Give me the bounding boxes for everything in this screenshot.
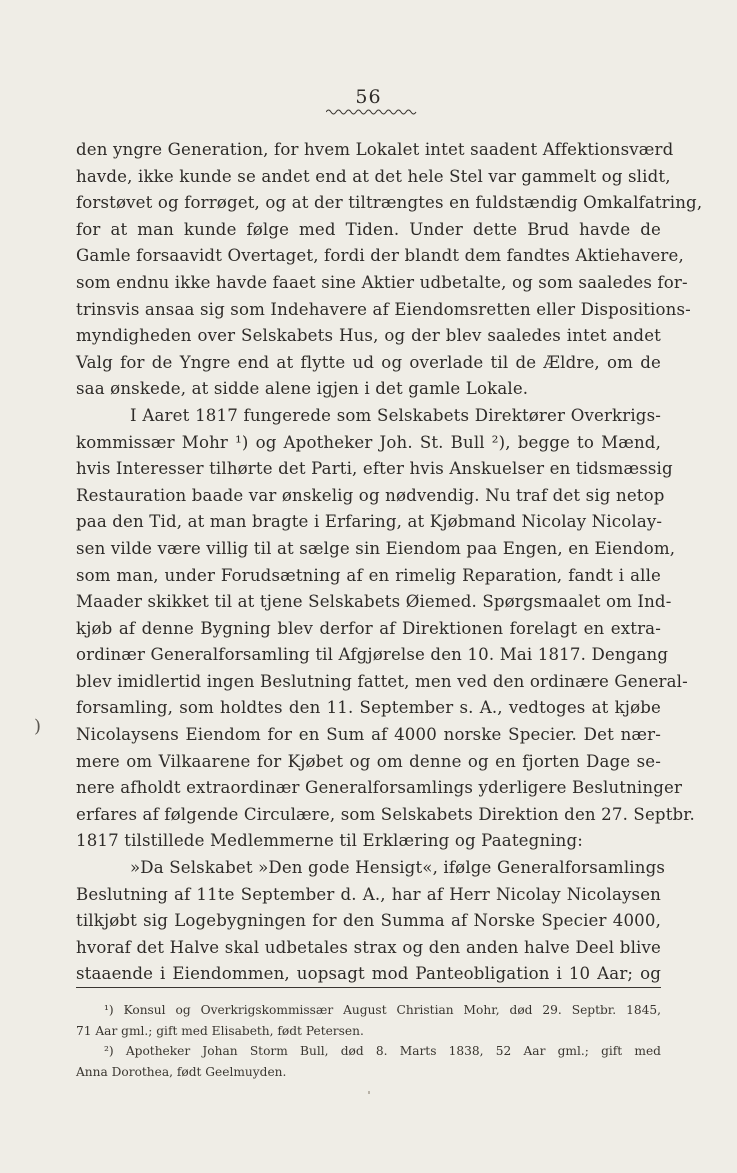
body-line: Restauration baade var ønskelig og nødvendig. Nu traf det sig netop [76, 485, 665, 505]
body-line: sen vilde være villig til at sælge sin Eiendom paa Engen, en Eiendom, [76, 538, 676, 558]
footnote-line: Anna Dorothea, født Geelmuyden. [76, 1064, 287, 1079]
footnotes [76, 1000, 661, 1082]
body-line: den yngre Generation, for hvem Lokalet intet saadent Affektionsværd [76, 140, 674, 159]
footnote-line: 71 Aar gml.; gift med Elisabeth, født Petersen. [76, 1023, 364, 1038]
body-line: for at man kunde følge med Tiden. Under dette Brud havde de [76, 219, 661, 239]
body-line: forsamling, som holdtes den 11. September s. A., vedtoges at kjøbe [76, 698, 661, 718]
paper-speck [368, 1091, 370, 1094]
body-line: nere afholdt extraordinær Generalforsamlings yderligere Beslutninger [76, 778, 683, 798]
body-line: kjøb af denne Bygning blev derfor af Direktionen forelagt en extra- [76, 618, 661, 638]
body-line: Gamle forsaavidt Overtaget, fordi der blandt dem fandtes Aktiehavere, [76, 246, 684, 266]
body-line: trinsvis ansaa sig som Indehavere af Eiendomsretten eller Dispositions- [76, 299, 691, 319]
body-line: kommissær Mohr ¹) og Apotheker Joh. St. Bull ²), begge to Mænd, [76, 432, 661, 452]
body-line: paa den Tid, at man bragte i Erfaring, at Kjøbmand Nicolay Nicolay- [76, 512, 663, 532]
body-line: Nicolaysens Eiendom for en Sum af 4000 norske Specier. Det nær- [76, 725, 661, 745]
body-line: som man, under Forudsætning af en rimelig Reparation, fandt i alle [76, 565, 661, 585]
body-line: som endnu ikke havde faaet sine Aktier udbetalte, og som saaledes for- [76, 272, 688, 292]
body-line: staaende i Eiendommen, uopsagt mod Panteobligation i 10 Aar; og [76, 964, 661, 984]
body-line: Valg for de Yngre end at flytte ud og overlade til de Ældre, om de [76, 352, 661, 372]
body-line: tilkjøbt sig Logebygningen for den Summa af Norske Specier 4000, [76, 911, 661, 931]
body-line: 1817 tilstillede Medlemmerne til Erklæring og Paategning: [76, 831, 584, 851]
body-line: Beslutning af 11te September d. A., har af Herr Nicolay Nicolaysen [76, 884, 661, 904]
body-line: I Aaret 1817 fungerede som Selskabets Direktører Overkrigs- [130, 405, 661, 425]
body-line: »Da Selskabet »Den gode Hensigt«, ifølge Generalforsamlings [130, 858, 666, 878]
margin-mark: ) [34, 716, 42, 737]
body-line: hvoraf det Halve skal udbetales strax og den anden halve Deel blive [76, 937, 661, 957]
body-line: havde, ikke kunde se andet end at det hele Stel var gammelt og slidt, [76, 166, 671, 186]
footnote-divider [76, 987, 661, 988]
body-line: Maader skikket til at tjene Selskabets Øiemed. Spørgsmaalet om Ind- [76, 592, 672, 612]
footnote-line: ¹) Konsul og Overkrigskommissær August Christian Mohr, død 29. Septbr. 1845, [104, 1003, 661, 1017]
body-line: blev imidlertid ingen Beslutning fattet, men ved den ordinære General- [76, 671, 688, 691]
body-line: myndigheden over Selskabets Hus, og der blev saaledes intet andet [76, 326, 661, 346]
page-number: 56 [355, 86, 382, 108]
body-line: mere om Vilkaarene for Kjøbet og om denne og en fjorten Dage se- [76, 751, 661, 771]
body-text [76, 137, 703, 988]
body-line: saa ønskede, at sidde alene igjen i det gamle Lokale. [76, 379, 529, 399]
body-line: hvis Interesser tilhørte det Parti, efter hvis Anskuelser en tidsmæssig [76, 459, 673, 479]
body-line: ordinær Generalforsamling til Afgjørelse den 10. Mai 1817. Dengang [76, 645, 669, 665]
body-line: forstøvet og forrøget, og at der tiltrængtes en fuldstændig Omkalfatring, [76, 193, 703, 213]
wavy-ornament-icon [326, 108, 418, 116]
body-line: erfares af følgende Circulære, som Selskabets Direktion den 27. Septbr. [76, 804, 695, 824]
footnote-line: ²) Apotheker Johan Storm Bull, død 8. Marts 1838, 52 Aar gml.; gift med [104, 1044, 661, 1059]
